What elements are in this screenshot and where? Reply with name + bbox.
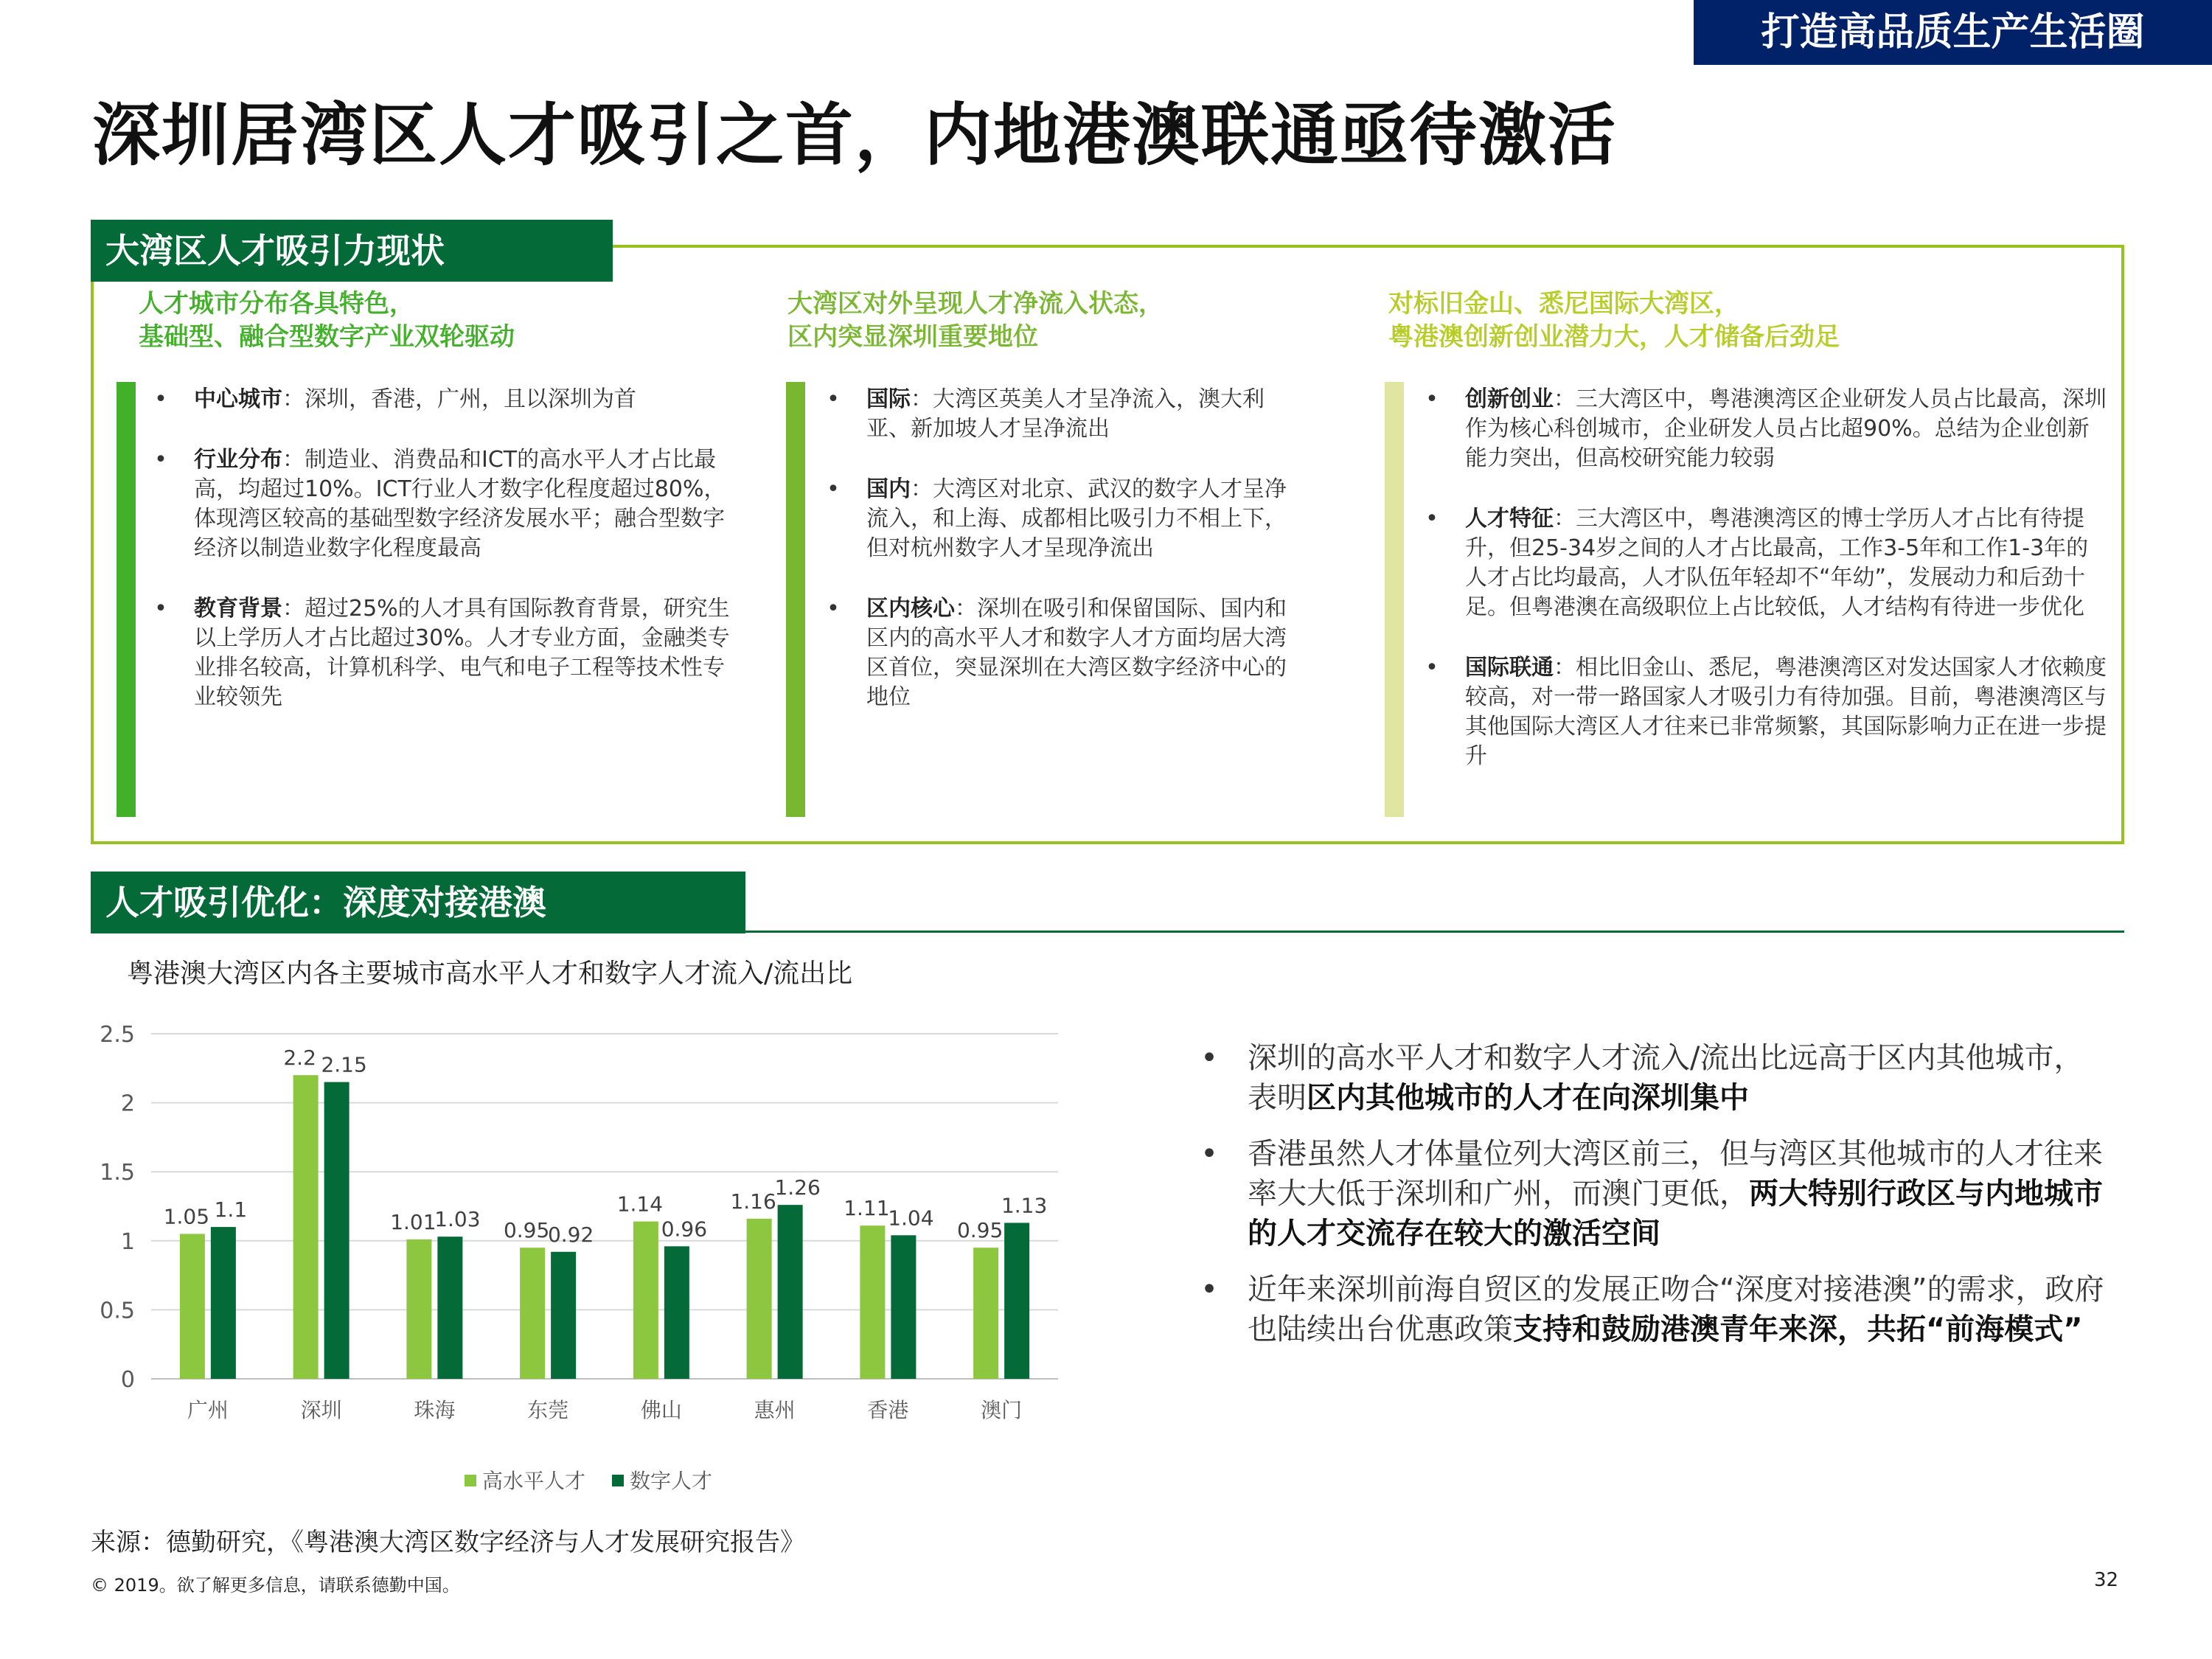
- insight-item: [1194, 1038, 2109, 1118]
- y-tick-label: 2: [120, 1091, 135, 1117]
- bullet-dot: •: [1425, 386, 1439, 412]
- bullet-dot: •: [1425, 655, 1439, 681]
- section2-title-bar: [91, 872, 745, 933]
- insight-emphasis: 支持和鼓励港澳青年来深，共拓“前海模式”: [1513, 1312, 2083, 1346]
- insight-emphasis: 两大特别行政区与内地城市的人才交流存在较大的激活空间: [1248, 1177, 2103, 1251]
- x-tick-label: 广州: [187, 1398, 229, 1422]
- item-label: 创新创业: [1465, 386, 1554, 412]
- data-label: 0.96: [661, 1217, 708, 1242]
- data-label: 1.1: [214, 1197, 248, 1222]
- bullet-dot: •: [1200, 1041, 1218, 1075]
- legend-label: 高水平人才: [482, 1469, 586, 1493]
- list-item: [1417, 653, 2110, 771]
- x-tick-label: 澳门: [981, 1398, 1023, 1422]
- list-item: [146, 445, 743, 563]
- bar-digital: [551, 1252, 576, 1379]
- bar-high-level: [973, 1248, 998, 1379]
- bar-digital: [437, 1237, 462, 1379]
- column1-heading-line2: 基础型、融合型数字产业双轮驱动: [139, 322, 515, 352]
- item-label: 行业分布: [194, 447, 282, 473]
- bullet-dot: •: [1425, 506, 1439, 532]
- x-tick-label: 佛山: [640, 1398, 682, 1422]
- bar-digital: [891, 1235, 916, 1379]
- section-tag: 打造高品质生产生活圈: [1694, 0, 2212, 65]
- column3-bullets: [1417, 385, 2110, 802]
- bar-digital: [778, 1205, 803, 1379]
- list-item: [146, 385, 743, 414]
- bullet-dot: •: [154, 447, 167, 473]
- column2-bullets: [818, 385, 1290, 743]
- legend-swatch: [465, 1475, 476, 1486]
- column3-heading-line1: 对标旧金山、悉尼国际大湾区，: [1388, 289, 1739, 319]
- y-tick-label: 1: [120, 1228, 135, 1255]
- list-item: [818, 385, 1290, 444]
- x-tick-label: 香港: [867, 1398, 909, 1422]
- x-tick-label: 惠州: [754, 1398, 796, 1422]
- item-text: ：大湾区英美人才呈净流入，澳大利亚、新加坡人才呈净流出: [866, 386, 1265, 442]
- legend-swatch: [612, 1475, 624, 1486]
- bar-high-level: [293, 1075, 319, 1379]
- bar-digital: [211, 1227, 236, 1379]
- insight-text: 深圳的高水平人才和数字人才流入/流出比远高于区内其他城市，表明: [1248, 1041, 2084, 1115]
- item-label: 国内: [866, 476, 911, 502]
- data-label: 1.16: [730, 1189, 776, 1214]
- bullet-dot: •: [154, 596, 167, 622]
- bar-high-level: [860, 1225, 885, 1379]
- list-item: [1417, 504, 2110, 622]
- column3-accent-bar: [1385, 382, 1404, 817]
- item-text: ：大湾区对北京、武汉的数字人才呈净流入，和上海、成都相比吸引力不相上下，但对杭州数字人才呈现净流出: [866, 476, 1287, 561]
- item-text: ：三大湾区中，粤港澳湾区的博士学历人才占比有待提升，但25-34岁之间的人才占比最高，工作3-5年和工作1-3年的人才占比均最高，人才队伍年轻却不“年幼”，发展动力和后劲十足。但粤港澳在高级职位上占比较低，人才结构有待进一步优化: [1465, 506, 2089, 620]
- item-text: ：深圳在吸引和保留国际、国内和区内的高水平人才和数字人才方面均居大湾区首位，突显深圳在大湾区数字经济中心的地位: [866, 596, 1287, 710]
- section2-title: 人才吸引优化：深度对接港澳: [105, 883, 546, 922]
- data-label: 1.26: [774, 1175, 821, 1200]
- list-item: [818, 475, 1290, 563]
- bar-high-level: [747, 1219, 772, 1379]
- bullet-dot: •: [827, 386, 840, 412]
- data-label: 2.15: [321, 1052, 367, 1077]
- insight-item: [1194, 1270, 2109, 1349]
- insight-text: 近年来深圳前海自贸区的发展正吻合“深度对接港澳”的需求，政府也陆续出台优惠政策: [1248, 1273, 2104, 1346]
- bar-digital: [324, 1082, 349, 1379]
- insight-emphasis: 区内其他城市的人才在向深圳集中: [1307, 1081, 1749, 1115]
- bar-high-level: [633, 1222, 658, 1379]
- x-tick-label: 深圳: [300, 1398, 342, 1422]
- section1-title: 大湾区人才吸引力现状: [105, 231, 445, 271]
- data-label: 1.01: [390, 1209, 437, 1234]
- column1-accent-bar: [116, 382, 136, 817]
- column2-heading-line2: 区内突显深圳重要地位: [787, 322, 1038, 352]
- item-label: 国际联通: [1465, 655, 1554, 681]
- column1-heading-line1: 人才城市分布各具特色，: [139, 289, 414, 319]
- column2-heading: [787, 288, 1164, 354]
- list-item: [1417, 385, 2110, 473]
- item-label: 人才特征: [1465, 506, 1554, 532]
- column1-heading: [139, 288, 515, 354]
- y-tick-label: 2.5: [100, 1022, 135, 1048]
- data-label: 2.2: [283, 1046, 316, 1071]
- y-tick-label: 1.5: [100, 1160, 135, 1186]
- x-tick-label: 东莞: [527, 1398, 569, 1422]
- bullet-dot: •: [827, 476, 840, 502]
- bar-digital: [1004, 1222, 1029, 1379]
- data-label: 0.95: [503, 1218, 550, 1243]
- copyright: © 2019。欲了解更多信息，请联系德勤中国。: [91, 1575, 460, 1596]
- item-label: 区内核心: [866, 596, 955, 622]
- list-item: [146, 594, 743, 712]
- bar-high-level: [520, 1248, 545, 1379]
- bar-high-level: [180, 1234, 205, 1379]
- y-tick-label: 0.5: [100, 1298, 135, 1324]
- bar-digital: [664, 1246, 689, 1379]
- bullet-dot: •: [1200, 1137, 1218, 1171]
- x-tick-label: 珠海: [414, 1398, 456, 1422]
- column1-bullets: [146, 385, 743, 743]
- chart-title: 粤港澳大湾区内各主要城市高水平人才和数字人才流入/流出比: [127, 959, 853, 989]
- data-label: 1.11: [844, 1196, 890, 1221]
- bullet-dot: •: [154, 386, 167, 412]
- page-title: 深圳居湾区人才吸引之首，内地港澳联通亟待激活: [92, 96, 1618, 175]
- bullet-dot: •: [1200, 1273, 1218, 1307]
- list-item: [818, 594, 1290, 712]
- item-text: ：超过25%的人才具有国际教育背景，研究生以上学历人才占比超过30%。人才专业方面，金融类专业排名较高，计算机科学、电气和电子工程等技术性专业较领先: [194, 596, 730, 710]
- bar-chart: [81, 1003, 1113, 1519]
- legend-label: 数字人才: [630, 1469, 713, 1493]
- item-text: ：深圳，香港，广州，且以深圳为首: [282, 386, 636, 412]
- item-label: 教育背景: [194, 596, 282, 622]
- data-label: 1.14: [616, 1192, 664, 1217]
- insight-item: [1194, 1134, 2109, 1253]
- column3-heading: [1388, 288, 1840, 354]
- data-label: 0.92: [547, 1222, 594, 1247]
- y-tick-label: 0: [120, 1367, 135, 1393]
- section1-title-bar: [91, 220, 613, 282]
- insights-list: [1194, 1038, 2109, 1366]
- page-number: 32: [2094, 1569, 2119, 1591]
- item-label: 中心城市: [194, 386, 282, 412]
- data-label: 1.03: [434, 1207, 481, 1232]
- column3-heading-line2: 粤港澳创新创业潜力大，人才储备后劲足: [1388, 322, 1840, 352]
- insight-text: 香港虽然人才体量位列大湾区前三，但与湾区其他城市的人才往来率大大低于深圳和广州，而澳门更低，: [1248, 1137, 2103, 1211]
- section2-divider: [745, 931, 2124, 933]
- item-label: 国际: [866, 386, 911, 412]
- source-note: 来源：德勤研究，《粤港澳大湾区数字经济与人才发展研究报告》: [91, 1528, 805, 1557]
- bar-high-level: [406, 1239, 431, 1379]
- data-label: 1.13: [1001, 1193, 1048, 1218]
- column2-heading-line1: 大湾区对外呈现人才净流入状态，: [787, 289, 1164, 319]
- column2-accent-bar: [786, 382, 805, 817]
- data-label: 1.05: [163, 1204, 210, 1229]
- bullet-dot: •: [827, 596, 840, 622]
- item-text: ：三大湾区中，粤港澳湾区企业研发人员占比最高，深圳作为核心科创城市，企业研发人员占比超90%。总结为企业创新能力突出，但高校研究能力较弱: [1465, 386, 2107, 471]
- item-text: ：相比旧金山、悉尼，粤港澳湾区对发达国家人才依赖度较高，对一带一路国家人才吸引力有待加强。目前，粤港澳湾区与其他国际大湾区人才往来已非常频繁，其国际影响力正在进一步提升: [1465, 655, 2107, 769]
- item-text: ：制造业、消费品和ICT的高水平人才占比最高，均超过10%。ICT行业人才数字化程度超过80%，体现湾区较高的基础型数字经济发展水平；融合型数字经济以制造业数字化程度最高: [194, 447, 726, 561]
- data-label: 1.04: [888, 1206, 934, 1231]
- data-label: 0.95: [956, 1218, 1004, 1243]
